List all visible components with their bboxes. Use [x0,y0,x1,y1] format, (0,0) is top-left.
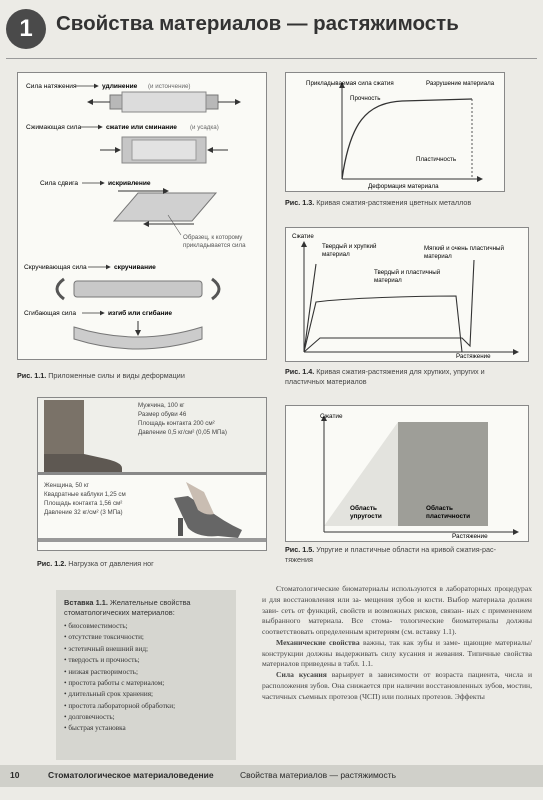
paragraph-2: Механические свойства важны, так как зубы и заме- щающие материалы/конструкции должны выдерживать силу кусания и жевания. Типичные свойства материалов приведены в табл. 1.1. [262,637,532,669]
shear-specimen [114,193,216,221]
list-item: • долговечность; [64,712,175,723]
woman-load-info [44,482,126,518]
list-item: • длительный срок хранения; [64,689,175,700]
sample-note-2: прикладывается сила [183,242,246,249]
man-line: Размер обуви 46 [138,410,187,418]
fig14-x-label: Растяжение [456,353,491,360]
body-text [262,584,532,703]
figure-1-1 [17,72,267,360]
fig15-plastic-label-2: пластичности [426,513,471,520]
fig13-plasticity-label: Пластичность [416,156,457,163]
figure-1-3-caption: Рис. 1.3. Кривая сжатия-растяжения цветных металлов [285,198,472,207]
compress-label: Сжимающая сила [26,124,82,131]
fig14-soft-label-1: Мягкий и очень пластичный [424,245,504,252]
tension-specimen-core [122,92,206,112]
woman-line: Квадратные каблуки 1,25 см [44,490,126,498]
figure-1-2 [37,397,267,551]
fig13-top-label: Прикладываемая сила сжатия [306,80,394,87]
fig14-y-label: Сжатие [292,233,314,240]
fig15-elastic-label-1: Область [350,505,377,512]
figure-1-3 [285,72,505,192]
title-divider [6,58,537,59]
figure-1-5 [285,405,529,542]
figure-1-5-caption: Рис. 1.5. Упругие и пластичные области на кривой сжатия-рас- тяжения [285,545,535,564]
man-line: Мужчина, 100 кг [138,402,185,409]
fig14-hard-label-1: Твердый и хрупкий [322,243,377,250]
figure-1-2-caption: Рис. 1.2. Нагрузка от давления ног [37,559,154,568]
figure-1-1-caption: Рис. 1.1. Приложенные силы и виды деформации [17,371,185,380]
list-item: • простота работы с материалом; [64,678,175,689]
list-item: • простота лабораторной обработки; [64,701,175,712]
man-line: Площадь контакта 200 см² [138,419,215,427]
fig14-soft-label-2: материал [424,253,452,260]
woman-line: Площадь контакта 1,56 см² [44,499,123,507]
chapter-number-badge: 1 [6,9,46,49]
figure-1-4 [285,227,529,362]
shear-label: Сила сдвига [40,180,79,187]
tension-result: удлинение [102,83,138,90]
man-load-info [138,402,227,438]
tension-label: Сила натяжения [26,83,77,90]
insert-list [64,621,175,735]
twist-specimen [74,281,202,297]
fig15-x-label: Растяжение [452,533,488,540]
twist-right-arrow-icon [212,279,219,299]
fig15-y-label: Сжатие [320,413,343,420]
compress-note: (и усадка) [190,124,219,131]
man-line: Давление 0,5 кг/см² (0,05 МПа) [138,428,227,436]
fig15-elastic-label-2: упругости [350,513,382,520]
list-item: • твердость и прочность; [64,655,175,666]
footer-chapter-title: Свойства материалов — растяжимость [240,770,397,780]
fig14-hard-label-2: материал [322,251,350,258]
insert-title: Вставка 1.1. Желательные свойства стоматологических материалов: [64,598,191,618]
bend-label: Сгибающая сила [24,310,77,317]
list-item: • эстетичный внешний вид; [64,644,175,655]
list-item: • биосовместимость; [64,621,175,632]
figure-1-4-caption: Рис. 1.4. Кривая сжатия-растяжения для хрупких, упругих и пластичных материалов [285,367,535,386]
fig13-x-label: Деформация материала [368,183,439,190]
twist-result: скручивание [114,264,156,271]
man-leg [44,400,84,460]
compress-result: сжатие или сминание [106,124,177,131]
fig14-mid-label-1: Твердый и пластичный [374,269,441,276]
fig13-strength-label: Прочность [350,95,381,102]
list-item: • низкая растворимость; [64,667,175,678]
footer-book-title: Стоматологическое материаловедение [48,770,214,780]
fig13-curve [342,99,472,179]
paragraph-3: Сила кусания варьирует в зависимости от возраста пациента, числа и расположения зубов. Она снижается при наличии восстановленных зубов, мостин, частичных съемных протезов (ЧСП) или полных протезов. Эффекты [262,670,533,701]
bend-result: изгиб или сгибание [108,310,173,317]
page-number: 10 [10,770,20,780]
page-title: Свойства материалов — растяжимость [56,12,459,35]
fig15-caption-line-2: тяжения [285,554,313,564]
twist-left-arrow-icon [57,279,64,299]
fig15-plastic-label-1: Область [426,505,453,512]
woman-heel [178,518,183,536]
paragraph-1: Стоматологические биоматериалы используются в лабораторных процедурах и для восстановления или за- мещения зубов и кости. Выбор материала должен зави- сеть от функций, свойств и возможных рисков, связан- ных с применением выбранного материала. Все стома- тологические биоматериалы должны соответствовать определенным критериям (см. вставку 1.1). [262,584,533,637]
woman-line: Женщина, 50 кг [44,482,89,489]
fig13-fracture-label: Разрушение материала [426,80,495,87]
woman-line: Давление 32 кг/см² (3 МПа) [44,508,123,516]
fig14-mid-label-2: материал [374,277,402,284]
fig14-caption-line-2: пластичных материалов [285,376,367,386]
shear-result: искривление [108,180,151,187]
sample-note-1: Образец, к которому [183,234,243,241]
twist-label: Скручивающая сила [24,264,87,271]
tension-note: (и истончение) [148,83,191,90]
list-item: • быстрая установка [64,723,175,734]
insert-box-1-1 [56,590,236,760]
list-item: • отсутствие токсичности; [64,632,175,643]
fig14-mid-curve [304,296,462,352]
compress-specimen-core [132,140,196,160]
